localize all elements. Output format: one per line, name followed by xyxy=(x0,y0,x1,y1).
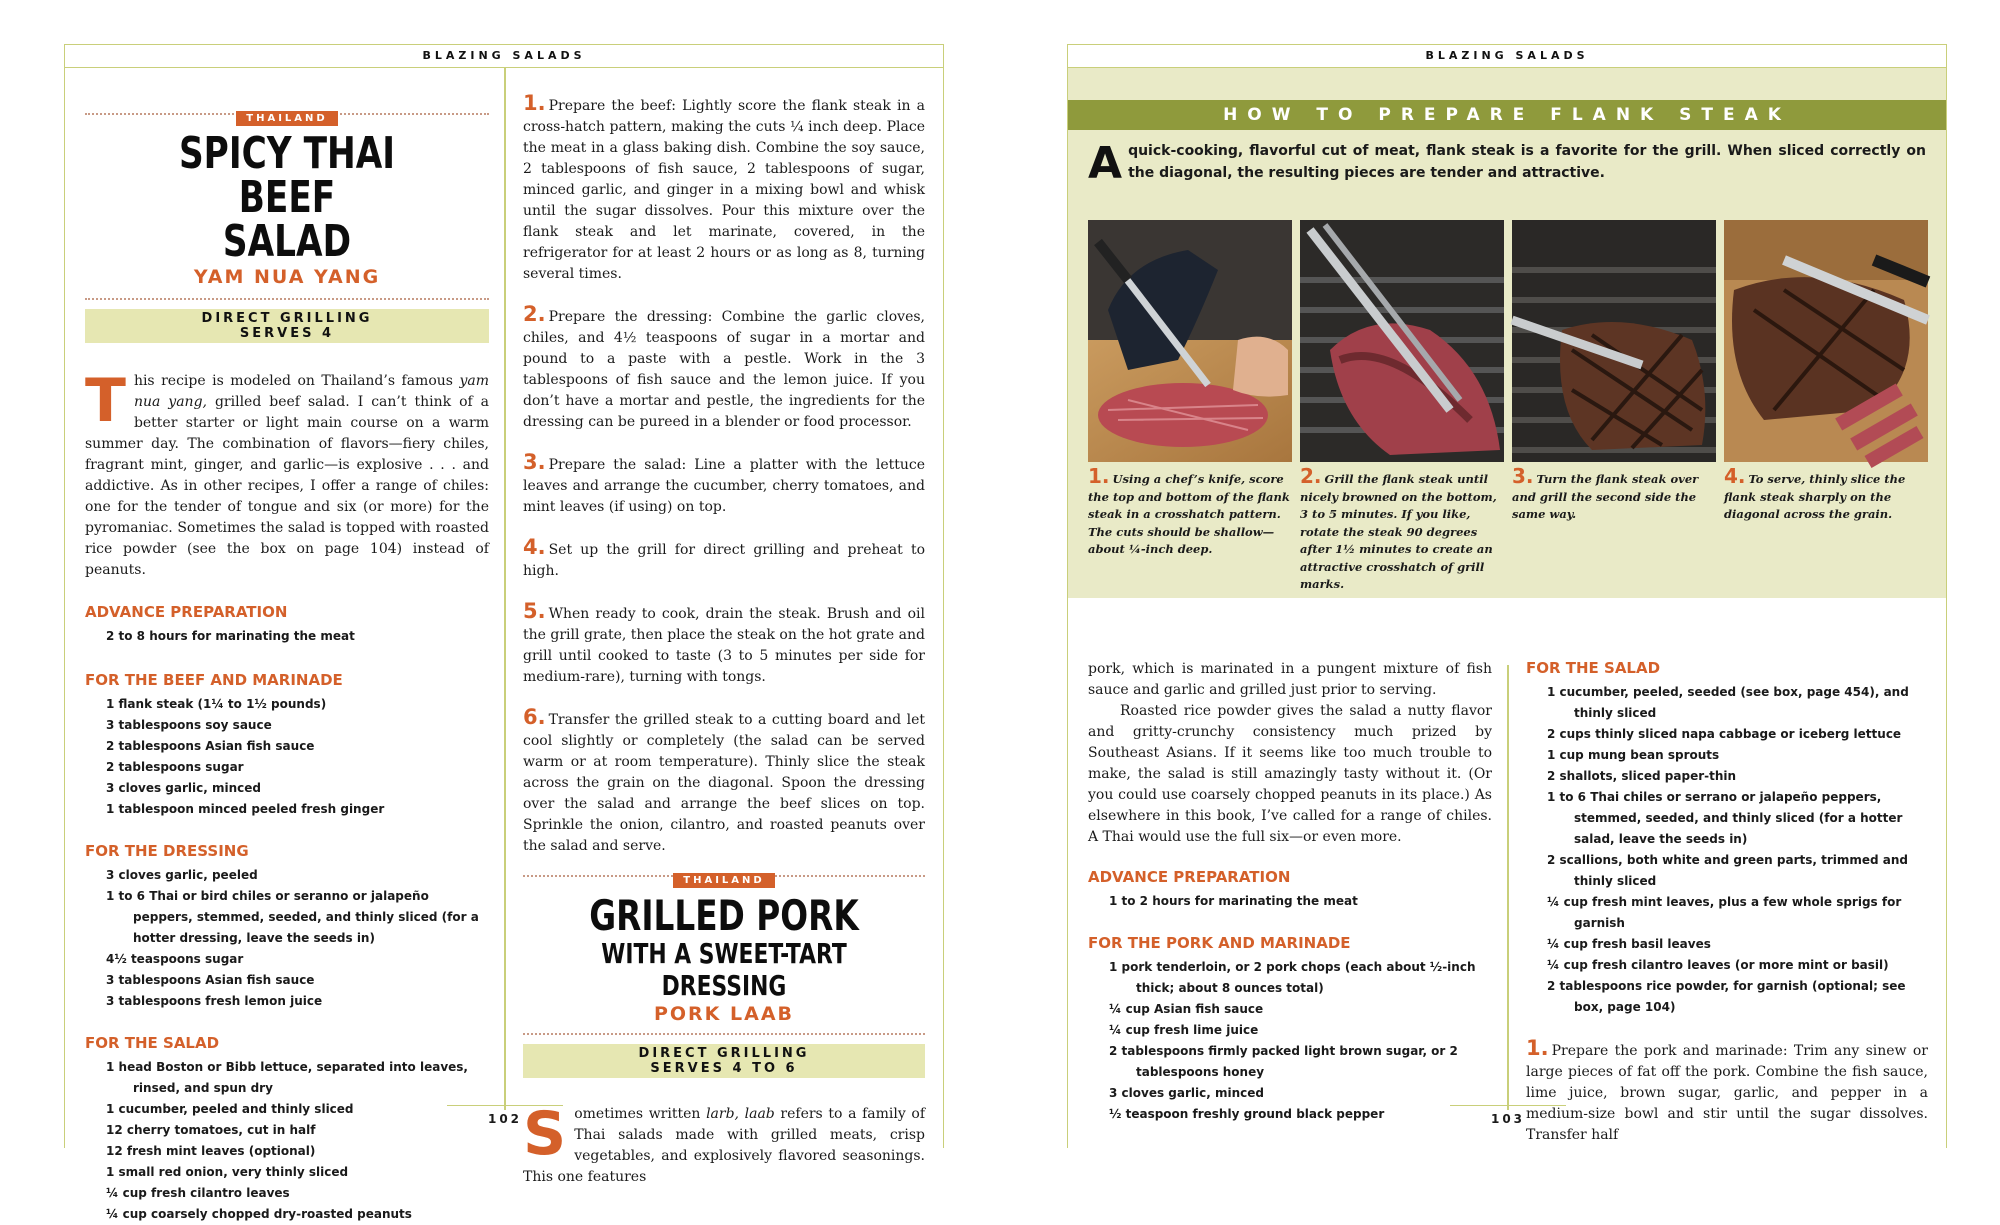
beef-marinade-list xyxy=(85,694,489,820)
advance-prep-heading: ADVANCE PREPARATION xyxy=(85,603,288,621)
dressing-list xyxy=(85,865,489,1012)
list-item: 12 fresh mint leaves (optional) xyxy=(106,1144,316,1158)
recipe-intro: This recipe is modeled on Thailand’s famous yam nua yang, grilled beef salad. I can’t think of a better starter or light main course on a warm summer day. The combination of flavors—fiery chiles, fragrant mint, ginger, and garlic—is explosive . . . and addictive. As in other recipes, I offer a range of chiles: one for the tender of tongue and six (or more) for the pyromaniac. Sometimes the salad is topped with roasted rice powder (see the box on page 104) instead of peanuts. xyxy=(85,366,489,578)
list-item: ¼ cup fresh lime juice xyxy=(1109,1023,1259,1037)
left-page xyxy=(64,44,944,1221)
list-item: ¼ cup coarsely chopped dry-roasted peanuts xyxy=(106,1207,412,1221)
recipe-region-tag: THAILAND xyxy=(673,873,774,888)
photo-grilling-steak xyxy=(1300,220,1504,462)
list-item: 4½ teaspoons sugar xyxy=(106,952,244,966)
step: 2. Prepare the dressing: Combine the garlic cloves, chiles, and 4½ teaspoons of sugar in a mortar and pound to a paste with a pestle. Work in the 3 tablespoons of fish sauce and the lemon juice. If you don’t have a mortar and pestle, the ingredients for the dressing can be pureed in a blender or food processor. xyxy=(523,302,925,430)
sidebar-heading: HOW TO PREPARE FLANK STEAK xyxy=(1068,100,1946,130)
advance-prep-list xyxy=(1088,891,1492,912)
recipe-subtitle: YAM NUA YANG xyxy=(193,266,381,288)
list-item: 2 shallots, sliced paper-thin xyxy=(1547,769,1737,783)
steps-list xyxy=(523,93,925,857)
sidebar-intro: Aquick-cooking, flavorful cut of meat, flank steak is a favorite for the grill. When sliced correctly on the diagonal, the resulting pieces are tender and attractive. xyxy=(1088,138,1926,189)
list-item: 2 cups thinly sliced napa cabbage or iceberg lettuce xyxy=(1547,727,1902,741)
caption: 4. To serve, thinly slice the flank steak sharply on the diagonal across the grain. xyxy=(1724,464,1906,521)
list-item: ¼ cup fresh mint leaves, plus a few whole sprigs for garnish xyxy=(1547,895,1902,930)
right-page xyxy=(1067,44,1947,1148)
page-number: 102 xyxy=(465,1112,545,1126)
left-column-2 xyxy=(523,68,925,1185)
left-column-1 xyxy=(85,68,489,1221)
column-divider xyxy=(1507,665,1509,1110)
pork-marinade-list xyxy=(1088,957,1492,1125)
list-item: 1 tablespoon minced peeled fresh ginger xyxy=(106,802,385,816)
drop-cap: S xyxy=(523,1099,567,1169)
list-item: 3 cloves garlic, peeled xyxy=(106,868,258,882)
list-item: 1 flank steak (1¼ to 1½ pounds) xyxy=(106,697,327,711)
servings: SERVES 4 xyxy=(239,326,335,341)
list-item: 1 cup mung bean sprouts xyxy=(1547,748,1720,762)
list-item: 12 cherry tomatoes, cut in half xyxy=(106,1123,316,1137)
recipe-title-line1: SPICY THAI BEEF xyxy=(178,128,396,223)
list-item: 3 cloves garlic, minced xyxy=(1109,1086,1264,1100)
list-item: ¼ cup fresh cilantro leaves (or more mint or basil) xyxy=(1547,958,1889,972)
photo-scoring-steak xyxy=(1088,220,1292,462)
continued-text: Roasted rice powder gives the salad a nutty flavor and gritty-crunchy consistency much prized by Southeast Asians. If it seems like too much trouble to make, the salad is still amazingly tasty without it. (Or you could use coarsely chopped peanuts in its place.) As elsewhere in this book, I’ve called for a range of chiles. A Thai would use the full six—or even more. xyxy=(1088,703,1492,845)
list-item: ¼ cup Asian fish sauce xyxy=(1109,1002,1264,1016)
step: 4. Set up the grill for direct grilling and preheat to high. xyxy=(523,535,925,579)
recipe-title-line2: WITH A SWEET-TART DRESSING xyxy=(601,937,847,1002)
salad-list xyxy=(85,1057,489,1225)
list-item: 2 scallions, both white and green parts, trimmed and thinly sliced xyxy=(1547,853,1909,888)
list-item: ¼ cup fresh cilantro leaves xyxy=(106,1186,290,1200)
list-item: 3 cloves garlic, minced xyxy=(106,781,261,795)
step: 1. Prepare the pork and marinade: Trim any sinew or large pieces of fat off the pork. Combine the fish sauce, lime juice, brown sugar, garlic, and pepper in a medium-size bowl and stir until the sugar dissolves. Transfer half xyxy=(1526,1036,1928,1143)
recipe-region-tag: THAILAND xyxy=(236,111,337,126)
list-item: 3 tablespoons soy sauce xyxy=(106,718,272,732)
salad-heading: FOR THE SALAD xyxy=(1526,659,1661,677)
list-item: 3 tablespoons fresh lemon juice xyxy=(106,994,323,1008)
servings: SERVES 4 TO 6 xyxy=(650,1061,798,1076)
running-head: BLAZING SALADS xyxy=(65,45,943,68)
list-item: 1 cucumber, peeled, seeded (see box, page 454), and thinly sliced xyxy=(1547,685,1909,720)
salad-list xyxy=(1526,682,1928,1018)
page-number: 103 xyxy=(1468,1112,1548,1126)
recipe-title-line2: SALAD xyxy=(222,216,352,267)
list-item: 1 pork tenderloin, or 2 pork chops (each about ½-inch thick; about 8 ounces total) xyxy=(1109,960,1476,995)
dressing-heading: FOR THE DRESSING xyxy=(85,842,249,860)
list-item: 1 to 6 Thai chiles or serrano or jalapeño peppers, stemmed, seeded, and thinly sliced (for a hotter salad, leave the seeds in) xyxy=(1547,790,1903,846)
list-item: 1 head Boston or Bibb lettuce, separated into leaves, rinsed, and spun dry xyxy=(106,1060,468,1095)
step: 6. Transfer the grilled steak to a cutting board and let cool slightly or completely (the salad can be served warm or at room temperature). Thinly slice the steak across the grain on the diagonal. Spoon the dressing over the salad and arrange the beef slices on top. Sprinkle the onion, cilantro, and roasted peanuts over the salad and serve. xyxy=(523,705,925,854)
running-head: BLAZING SALADS xyxy=(1068,45,1946,68)
step: 1. Prepare the beef: Lightly score the flank steak in a cross-hatch pattern, making the cuts ¼ inch deep. Place the meat in a glass baking dish. Combine the soy sauce, 2 tablespoons of fish sauce, 2 tablespoons of sugar, minced garlic, and ginger in a mixing bowl and whisk until the sugar dissolves. Pour this mixture over the flank steak and let marinate, covered, in the refrigerator for at least 2 hours or as long as 8, turning several times. xyxy=(523,91,925,282)
second-recipe-header xyxy=(523,875,925,1188)
recipe-intro: Sometimes written larb, laab refers to a family of Thai salads made with grilled meats, crisp vegetables, and explosively flavored seasonings. This one features xyxy=(523,1099,925,1185)
list-item: 1 small red onion, very thinly sliced xyxy=(106,1165,349,1179)
grilling-method: DIRECT GRILLING xyxy=(638,1046,810,1061)
grilling-method: DIRECT GRILLING xyxy=(201,311,373,326)
list-item: 1 cucumber, peeled and thinly sliced xyxy=(106,1102,354,1116)
column-divider xyxy=(504,68,506,1110)
continued-text: pork, which is marinated in a pungent mixture of fish sauce and garlic and grilled just prior to serving. xyxy=(1088,661,1492,698)
list-item: ½ teaspoon freshly ground black pepper xyxy=(1109,1107,1385,1121)
recipe-subtitle: PORK LAAB xyxy=(653,1003,795,1025)
flank-steak-sidebar xyxy=(1068,68,1946,598)
advance-prep-list xyxy=(85,626,489,647)
drop-cap: T xyxy=(85,366,126,436)
list-item: 1 to 2 hours for marinating the meat xyxy=(1109,894,1358,908)
right-column-1 xyxy=(1088,659,1492,1148)
drop-cap: A xyxy=(1088,138,1123,189)
list-item: 1 to 6 Thai or bird chiles or seranno or jalapeño peppers, stemmed, seeded, and thinly sliced (for a hotter dressing, leave the seeds in) xyxy=(106,889,479,945)
list-item: ¼ cup fresh basil leaves xyxy=(1547,937,1711,951)
list-item: 3 tablespoons Asian fish sauce xyxy=(106,973,315,987)
list-item: 2 tablespoons firmly packed light brown sugar, or 2 tablespoons honey xyxy=(1109,1044,1458,1079)
list-item: 2 tablespoons rice powder, for garnish (optional; see box, page 104) xyxy=(1547,979,1906,1014)
list-item: 2 to 8 hours for marinating the meat xyxy=(106,629,355,643)
salad-heading: FOR THE SALAD xyxy=(85,1034,220,1052)
caption: 2. Grill the flank steak until nicely browned on the bottom, 3 to 5 minutes. If you like, rotate the steak 90 degrees after 1½ minutes to create an attractive crosshatch of grill marks. xyxy=(1300,464,1497,591)
recipe-title-line1: GRILLED PORK xyxy=(589,891,859,940)
photo-turning-steak xyxy=(1512,220,1716,462)
list-item: 2 tablespoons sugar xyxy=(106,760,244,774)
list-item: 2 tablespoons Asian fish sauce xyxy=(106,739,315,753)
caption: 3. Turn the flank steak over and grill the second side the same way. xyxy=(1512,464,1699,521)
step: 5. When ready to cook, drain the steak. Brush and oil the grill grate, then place the steak on the hot grate and grill until cooked to taste (3 to 5 minutes per side for medium-rare), turning with tongs. xyxy=(523,599,925,685)
beef-marinade-heading: FOR THE BEEF AND MARINADE xyxy=(85,671,343,689)
advance-prep-heading: ADVANCE PREPARATION xyxy=(1088,868,1291,886)
right-column-2 xyxy=(1526,659,1928,1148)
step: 3. Prepare the salad: Line a platter with the lettuce leaves and arrange the cucumber, cherry tomatoes, and mint leaves (if using) on top. xyxy=(523,450,925,515)
pork-marinade-heading: FOR THE PORK AND MARINADE xyxy=(1088,934,1351,952)
caption: 1. Using a chef’s knife, score the top and bottom of the flank steak in a crosshatch pattern. The cuts should be shallow—about ¼-inch deep. xyxy=(1088,464,1290,556)
photo-slicing-steak xyxy=(1724,220,1928,462)
